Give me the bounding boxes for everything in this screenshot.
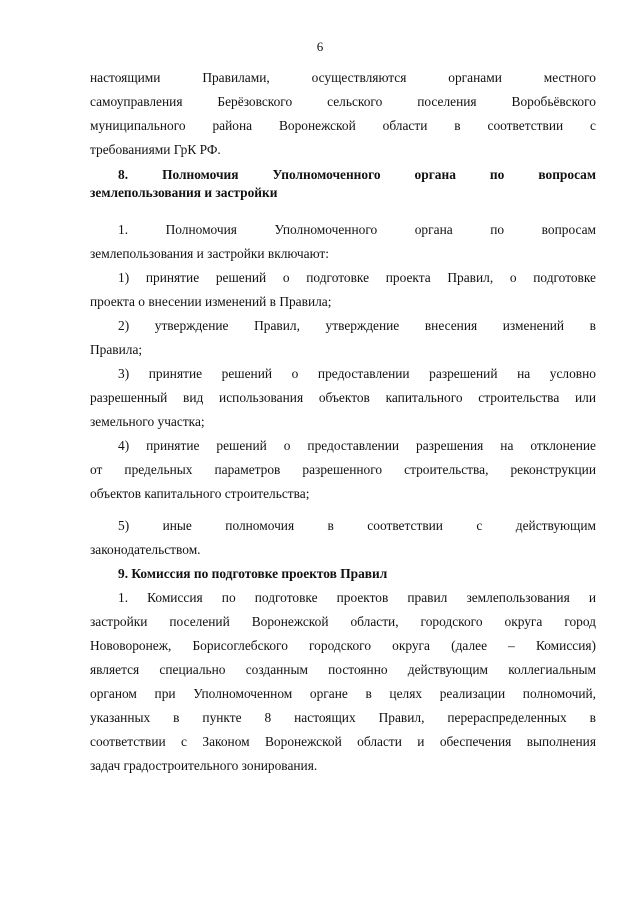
heading-line: 8. Полномочия Уполномоченного органа по вопросам [118, 167, 596, 182]
text-line: самоуправления Берёзовского сельского поселения Воробьёвского [90, 94, 596, 109]
section-8-item-3 [90, 362, 596, 434]
text-line: Правила; [90, 342, 143, 357]
section-8-item-1 [90, 266, 596, 314]
text-line: застройки поселений Воронежской области, городского округа город [90, 614, 596, 629]
text-line: требованиями ГрК РФ. [90, 142, 221, 157]
text-line: законодательством. [90, 542, 201, 557]
text-line: 1) принятие решений о подготовке проекта Правил, о подготовке [118, 270, 596, 285]
text-line: соответствии с Законом Воронежской области и обеспечения выполнения [90, 734, 596, 749]
text-line: задач градостроительного зонирования. [90, 758, 318, 773]
heading-line: землепользования и застройки [90, 185, 278, 200]
text-line: 4) принятие решений о предоставлении разрешения на отклонение [118, 438, 596, 453]
text-line: настоящими Правилами, осуществляются органами местного [90, 70, 596, 85]
section-8-item-5 [90, 514, 596, 562]
text-line: 1. Комиссия по подготовке проектов правил землепользования и [118, 590, 596, 605]
text-line: землепользования и застройки включают: [90, 246, 330, 261]
intro-paragraph [90, 66, 596, 162]
text-line: Нововоронеж, Борисоглебского городского округа (далее – Комиссия) [90, 638, 596, 653]
section-8-item-4 [90, 434, 596, 506]
text-line: объектов капитального строительства; [90, 486, 310, 501]
text-line: указанных в пункте 8 настоящих Правил, перераспределенных в [90, 710, 596, 725]
heading-line: 9. Комиссия по подготовке проектов Правил [118, 566, 388, 581]
text-line: 3) принятие решений о предоставлении разрешений на условно [118, 366, 596, 381]
text-line: 2) утверждение Правил, утверждение внесения изменений в [118, 318, 596, 333]
text-line: разрешенный вид использования объектов капитального строительства или [90, 390, 596, 405]
section-9-paragraph-1 [90, 586, 596, 778]
text-line: является специально созданным постоянно действующим коллегиальным [90, 662, 596, 677]
section-9-heading [90, 562, 596, 586]
text-line: 5) иные полномочия в соответствии с действующим [118, 518, 596, 533]
text-line: муниципального района Воронежской области в соответствии с [90, 118, 596, 133]
section-8-heading [90, 166, 596, 202]
page-number: 6 [316, 39, 324, 54]
text-line: органом при Уполномоченном органе в целях реализации полномочий, [90, 686, 596, 701]
text-line: проекта о внесении изменений в Правила; [90, 294, 332, 309]
text-line: земельного участка; [90, 414, 205, 429]
text-line: 1. Полномочия Уполномоченного органа по вопросам [118, 222, 596, 237]
section-8-item-2 [90, 314, 596, 362]
section-8-paragraph-1 [90, 218, 596, 266]
text-line: от предельных параметров разрешенного строительства, реконструкции [90, 462, 596, 477]
document-body [90, 66, 596, 778]
